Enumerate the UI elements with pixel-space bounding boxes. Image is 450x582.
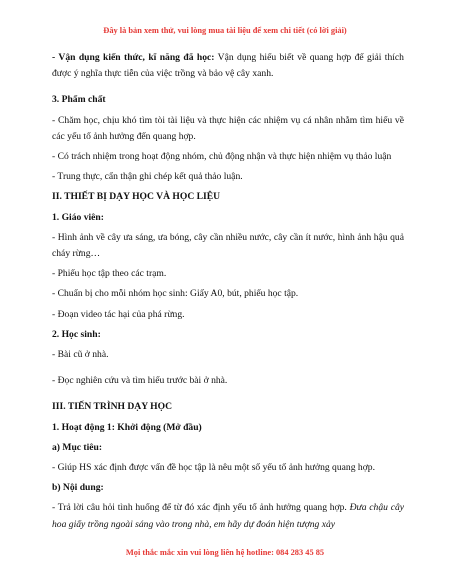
- skill-paragraph: [52, 50, 404, 82]
- section-II-heading: II. THIẾT BỊ DẠY HỌC VÀ HỌC LIỆU: [52, 191, 221, 203]
- quality-item-2: - Có trách nhiệm trong hoạt động nhóm, chủ động nhận và thực hiện nhiệm vụ thảo luận: [52, 151, 392, 163]
- teacher-item-3: - Chuẩn bị cho mỗi nhóm học sinh: Giấy A0, bút, phiếu học tập.: [52, 288, 299, 300]
- teacher-item-2: - Phiếu học tập theo các trạm.: [52, 268, 167, 280]
- section-3-heading: 3. Phẩm chất: [52, 94, 106, 106]
- teacher-item-4: - Đoạn video tác hại của phá rừng.: [52, 308, 185, 320]
- preview-notice-banner: Đây là bản xem thử, vui lòng mua tài liệu để xem chi tiết (có lời giải): [103, 26, 347, 35]
- objective-heading: a) Mục tiêu:: [52, 441, 103, 453]
- content-item-1: [52, 500, 404, 532]
- student-heading: 2. Học sinh:: [52, 328, 101, 340]
- content-item-1-text: - Trả lời câu hỏi tình huống để từ đó xác định yếu tố ảnh hưởng quang hợp.: [52, 502, 350, 514]
- teacher-heading: 1. Giáo viên:: [52, 211, 104, 223]
- content-item-1-italic: Đưa chậu cây hoa giấy trồng ngoài sáng vào trong nhà, em hãy dự đoán hiện tượng xảy: [52, 502, 405, 530]
- section-III-heading: III. TIẾN TRÌNH DẠY HỌC: [52, 401, 173, 413]
- skill-text: Vận dụng hiểu biết về quang hợp để giải thích được ý nghĩa thực tiễn của việc trồng và bảo vệ cây xanh.: [52, 52, 404, 80]
- skill-label: - Vận dụng kiến thức, kĩ năng đã học:: [52, 52, 215, 63]
- objective-item-1: - Giúp HS xác định được vấn đề học tập là nêu một số yếu tố ảnh hưởng quang hợp.: [52, 462, 375, 474]
- quality-item-3: - Trung thực, cẩn thận ghi chép kết quả thảo luận.: [52, 171, 243, 183]
- hotline-banner: Mọi thắc mắc xin vui lòng liên hệ hotline: 084 283 45 85: [125, 548, 325, 557]
- content-heading: b) Nội dung:: [52, 482, 104, 494]
- student-item-2: - Đọc nghiên cứu và tìm hiểu trước bài ở nhà.: [52, 375, 228, 387]
- activity-1-heading: 1. Hoạt động 1: Khởi động (Mở đầu): [52, 421, 202, 433]
- document-body: [52, 50, 404, 537]
- teacher-item-1: - Hình ảnh về cây ưa sáng, ưa bóng, cây cần nhiều nước, cây cần ít nước, hình ảnh hậu quả cháy rừng…: [52, 231, 404, 260]
- quality-item-1: - Chăm học, chịu khó tìm tòi tài liệu và thực hiện các nhiệm vụ cá nhân nhằm tìm hiểu về các yếu tố ảnh hưởng đến quang hợp.: [52, 114, 404, 142]
- student-item-1: - Bài cũ ở nhà.: [52, 349, 109, 361]
